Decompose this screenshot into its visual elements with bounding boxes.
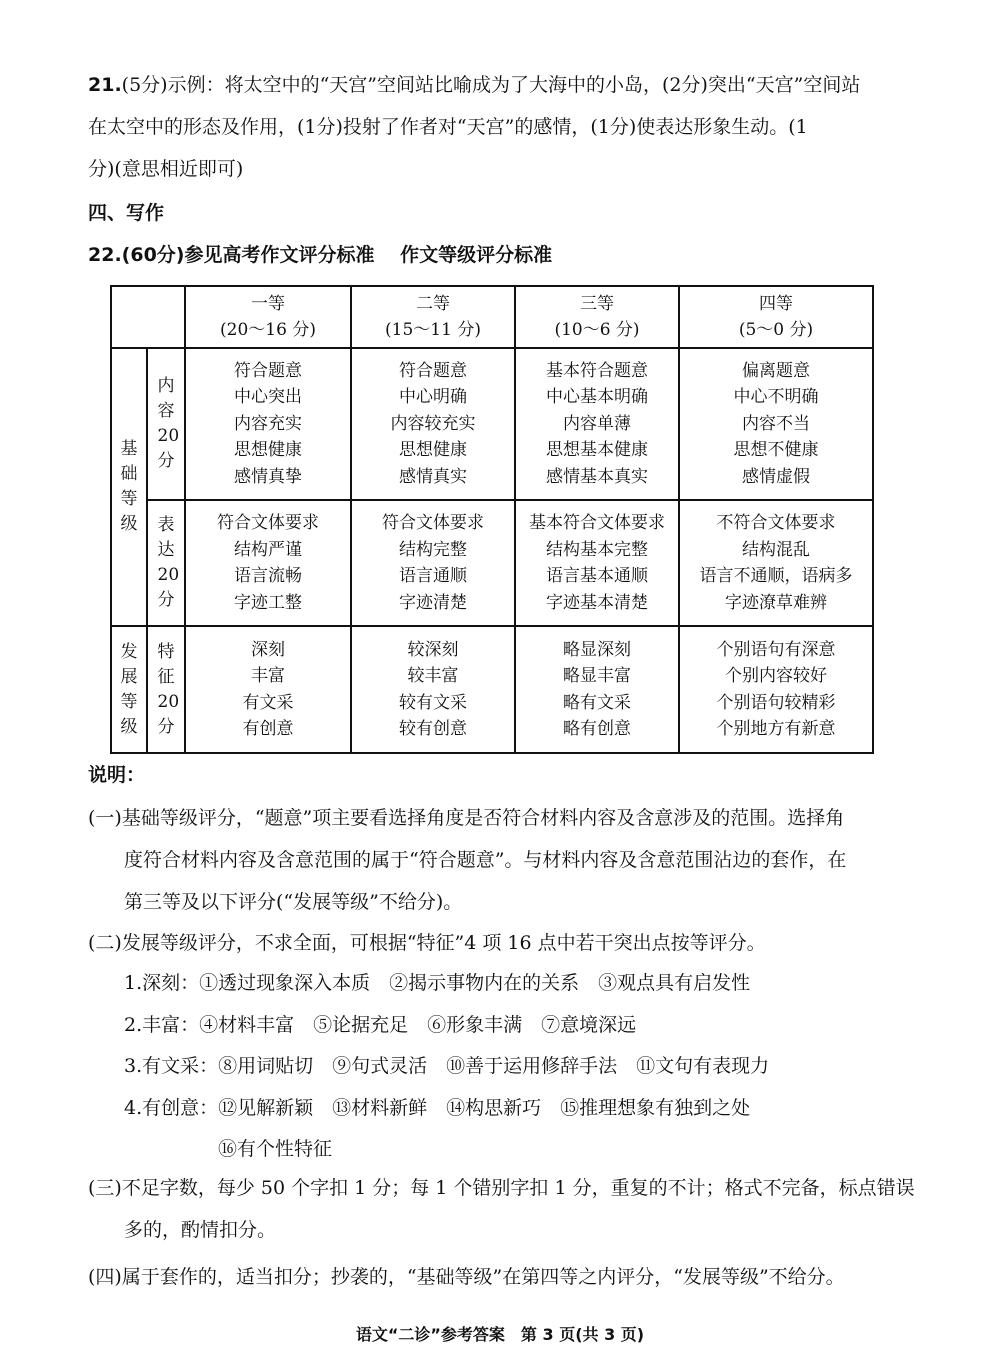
q21-line-3: 分)(意思相近即可) [88,158,244,180]
note-2-item-4: 4.有创意：⑫见解新颖 ⑬材料新鲜 ⑭构思新巧 ⑮推理想象有独到之处 [124,1097,751,1119]
feature-label: 特征20分 [147,626,185,753]
note-2-item-2: 2.丰富：④材料丰富 ⑤论据充足 ⑥形象丰满 ⑦意境深远 [124,1014,637,1036]
expression-cell-1: 符合文体要求 结构严谨 语言流畅 字迹工整 [185,500,351,626]
grade-header-3: 三等 (10～6 分) [515,286,679,348]
basic-level-label: 基础等级 [111,348,147,626]
expression-cell-2: 符合文体要求 结构完整 语言通顺 字迹清楚 [351,500,515,626]
development-level-label: 发展等级 [111,626,147,753]
table-corner-cell [111,286,185,348]
content-cell-2: 符合题意 中心明确 内容较充实 思想健康 感情真实 [351,348,515,500]
grading-table [110,285,874,754]
note-4: (四)属于套作的，适当扣分；抄袭的，“基础等级”在第四等之内评分，“发展等级”不给分。 [88,1266,845,1288]
q21-line-2: 在太空中的形态及作用，(1分)投射了作者对“天宫”的感情，(1分)使表达形象生动。(1 [88,116,808,138]
q22-heading: 22.(60分)参见高考作文评分标准 作文等级评分标准 [88,244,553,266]
feature-cell-1: 深刻 丰富 有文采 有创意 [185,626,351,753]
content-row [111,348,873,500]
feature-row [111,626,873,753]
content-cell-4: 偏离题意 中心不明确 内容不当 思想不健康 感情虚假 [679,348,873,500]
content-cell-3: 基本符合题意 中心基本明确 内容单薄 思想基本健康 感情基本真实 [515,348,679,500]
grade-header-4: 四等 (5～0 分) [679,286,873,348]
feature-cell-3: 略显深刻 略显丰富 略有文采 略有创意 [515,626,679,753]
q21-line-1: 21.(5分)示例：将太空中的“天宫”空间站比喻成为了大海中的小岛，(2分)突出“天宫”空间站 [88,74,861,96]
grade-header-1: 一等 (20～16 分) [185,286,351,348]
note-2-item-3: 3.有文采：⑧用词贴切 ⑨句式灵活 ⑩善于运用修辞手法 ⑪文句有表现力 [124,1055,770,1077]
q21-paragraph [88,64,918,190]
q22-number: 22. [88,244,122,266]
feature-cell-4: 个别语句有深意 个别内容较好 个别语句较精彩 个别地方有新意 [679,626,873,753]
feature-cell-2: 较深刻 较丰富 较有文采 较有创意 [351,626,515,753]
note-1: (一)基础等级评分，“题意”项主要看选择角度是否符合材料内容及含意涉及的范围。选择角 度符合材料内容及含意范围的属于“符合题意”。与材料内容及含意范围沾边的套作，在 第三等及以下评分(“发展等级”不给分)。 [88,807,847,913]
grade-header-2: 二等 (15～11 分) [351,286,515,348]
expression-row [111,500,873,626]
section-title: 四、写作 [88,202,165,224]
page-footer: 语文“二诊”参考答案 第 3 页(共 3 页) [355,1325,645,1344]
expression-cell-4: 不符合文体要求 结构混乱 语言不通顺，语病多 字迹潦草难辨 [679,500,873,626]
content-cell-1: 符合题意 中心突出 内容充实 思想健康 感情真挚 [185,348,351,500]
note-2-item-extra: ⑯有个性特征 [218,1138,333,1160]
note-2-item-1: 1.深刻：①透过现象深入本质 ②揭示事物内在的关系 ③观点具有启发性 [124,972,751,994]
q21-number: 21. [88,74,122,96]
note-2: (二)发展等级评分，不求全面，可根据“特征”4 项 16 点中若干突出点按等评分。 [88,932,766,954]
grade-header-row [111,286,873,348]
expression-label: 表达20分 [147,500,185,626]
content-label: 内容20分 [147,348,185,500]
expression-cell-3: 基本符合文体要求 结构基本完整 语言基本通顺 字迹基本清楚 [515,500,679,626]
notes-title: 说明： [88,764,146,786]
note-3: (三)不足字数，每少 50 个字扣 1 分；每 1 个错别字扣 1 分，重复的不计；格式不完备，标点错误 多的，酌情扣分。 [88,1177,915,1241]
